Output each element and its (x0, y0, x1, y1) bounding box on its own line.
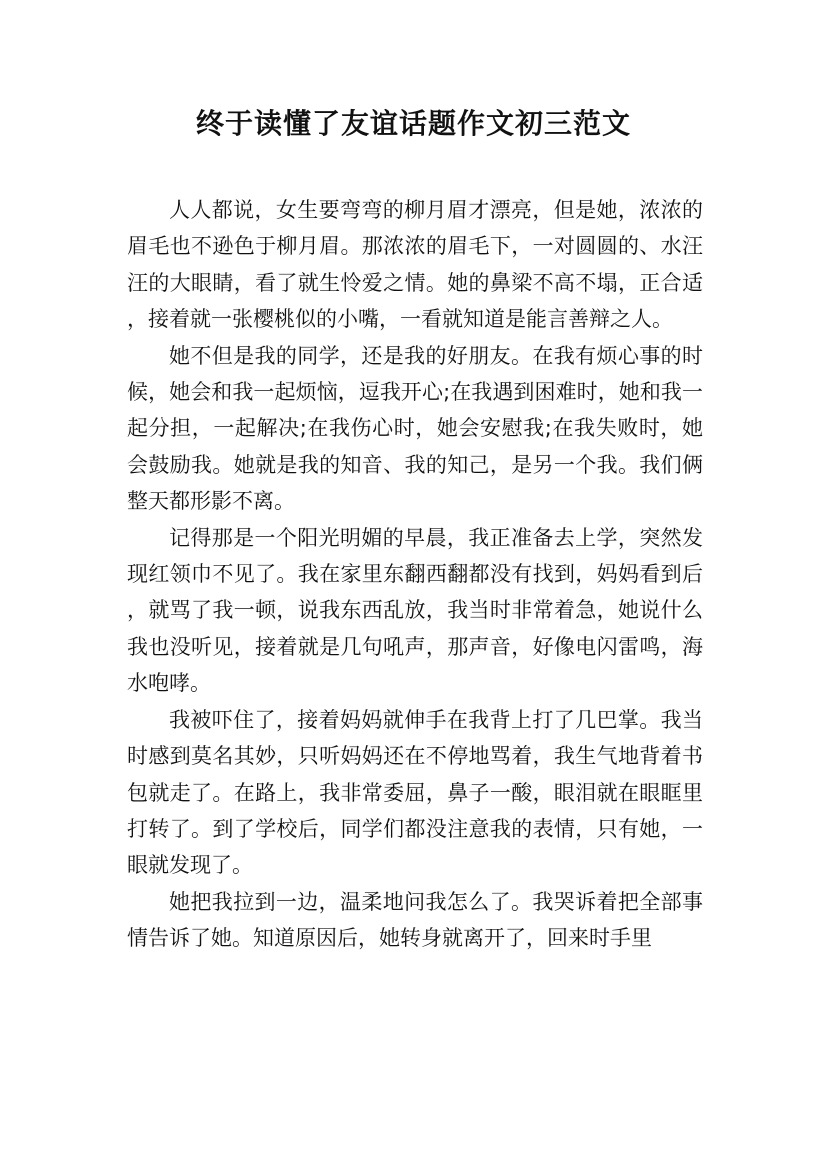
document-title: 终于读懂了友谊话题作文初三范文 (195, 107, 631, 140)
paragraph: 她不但是我的同学，还是我的好朋友。在我有烦心事的时候，她会和我一起烦恼，逗我开心;在我遇到困难时，她和我一起分担，一起解决;在我伤心时，她会安慰我;在我失败时，她会鼓励我。她就是我的知音、我的知己，是另一个我。我们俩整天都形影不离。 (127, 343, 703, 514)
paragraph: 人人都说，女生要弯弯的柳月眉才漂亮，但是她，浓浓的眉毛也不逊色于柳月眉。那浓浓的眉毛下，一对圆圆的、水汪汪的大眼睛，看了就生怜爱之情。她的鼻梁不高不塌，正合适，接着就一张樱桃似的小嘴，一看就知道是能言善辩之人。 (127, 198, 703, 332)
paragraph: 我被吓住了，接着妈妈就伸手在我背上打了几巴掌。我当时感到莫名其妙，只听妈妈还在不停地骂着，我生气地背着书包就走了。在路上，我非常委屈，鼻子一酸，眼泪就在眼眶里打转了。到了学校后，同学们都没注意我的表情，只有她，一眼就发现了。 (127, 707, 703, 878)
document-body (127, 192, 703, 957)
paragraph: 记得那是一个阳光明媚的早晨，我正准备去上学，突然发现红领巾不见了。我在家里东翻西翻都没有找到，妈妈看到后，就骂了我一顿，说我东西乱放，我当时非常着急，她说什么我也没听见，接着就是几句吼声，那声音，好像电闪雷鸣，海水咆哮。 (127, 525, 703, 696)
paragraph: 她把我拉到一边，温柔地问我怎么了。我哭诉着把全部事情告诉了她。知道原因后，她转身就离开了，回来时手里 (127, 889, 703, 951)
